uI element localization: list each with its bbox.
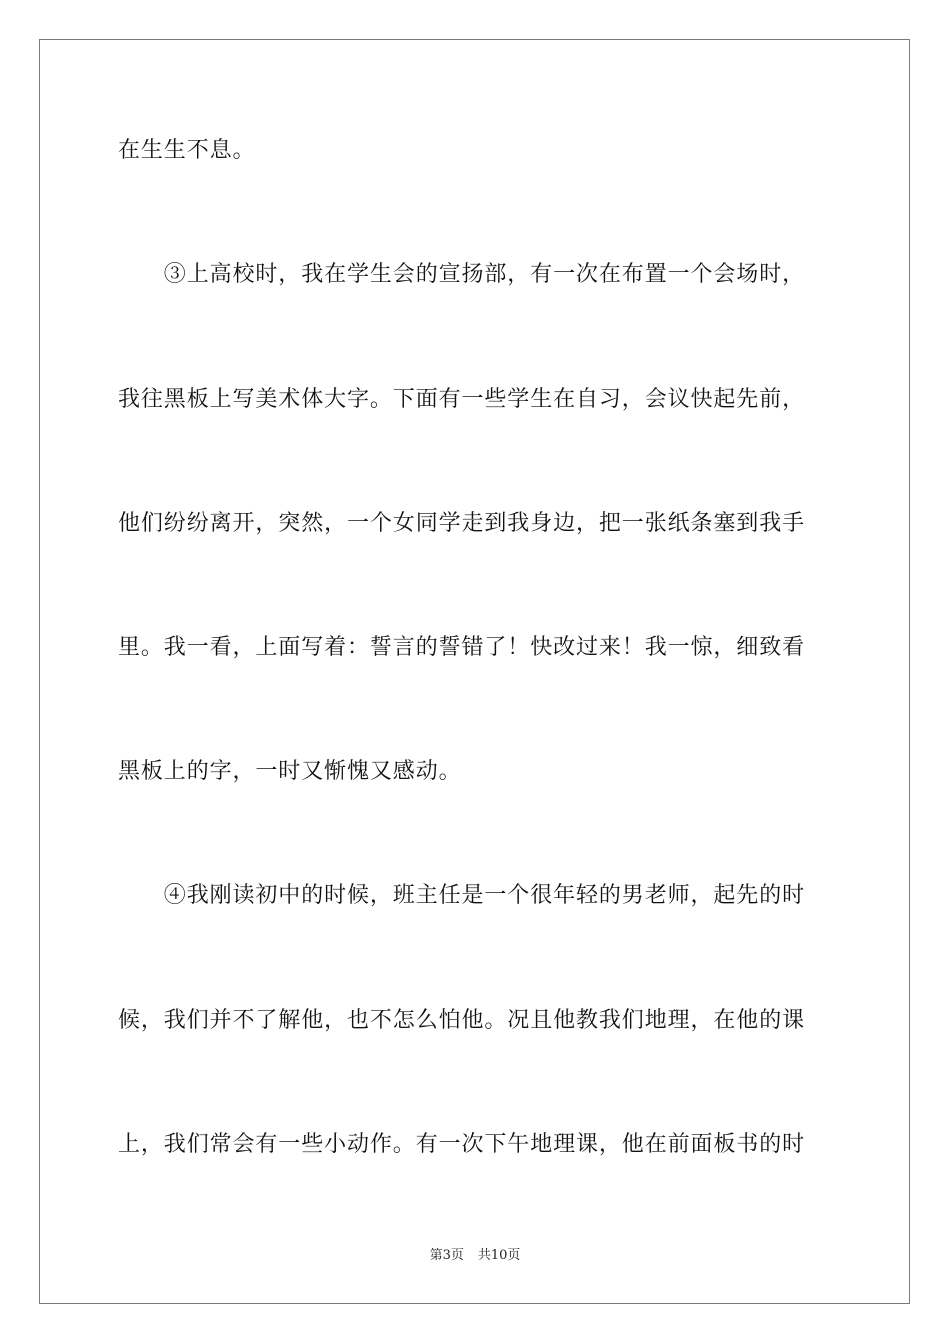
text-line: ③上高校时，我在学生会的宣扬部，有一次在布置一个会场时， [118,262,806,287]
page-number: 第3页 [429,1248,464,1263]
text-line: 黑板上的字，一时又惭愧又感动。 [118,759,462,784]
page-border [39,39,910,1304]
text-line: 我往黑板上写美术体大字。下面有一些学生在自习，会议快起先前， [118,387,806,412]
text-line: 上，我们常会有一些小动作。有一次下午地理课，他在前面板书的时 [118,1132,806,1157]
text-line: 在生生不息。 [118,138,256,163]
text-line: 候，我们并不了解他，也不怎么怕他。况且他教我们地理，在他的课 [118,1008,806,1033]
page-footer [0,1247,950,1265]
page-total: 共10页 [477,1248,521,1263]
text-line: 他们纷纷离开，突然，一个女同学走到我身边，把一张纸条塞到我手 [118,511,806,536]
text-line: ④我刚读初中的时候，班主任是一个很年轻的男老师，起先的时 [118,883,806,908]
text-line: 里。我一看，上面写着：誓言的誓错了！快改过来！我一惊，细致看 [118,635,806,660]
